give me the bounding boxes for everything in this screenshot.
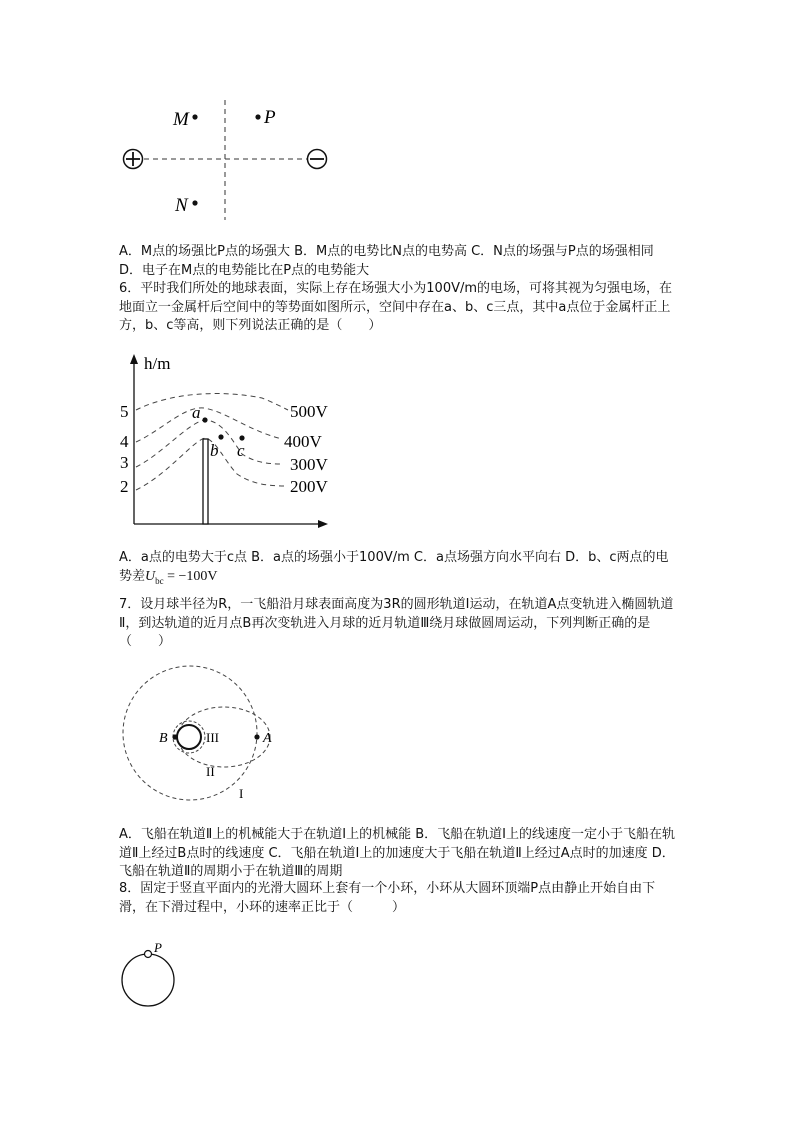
equipotential-500V — [136, 394, 288, 410]
q5-options: A．M点的场强比P点的场强大 B．M点的电势比N点的电势高 C．N点的场强与P点的场强相同 D．电子在M点的电势能比在P点的电势能大 — [119, 244, 654, 278]
label-II: II — [206, 764, 215, 779]
q6-stem: 6．平时我们所处的地球表面，实际上存在场强大小为100V/m的电场，可将其视为匀强电场，在地面立一金属杆后空间中的等势面如图所示，空间中存在a、b、c三点，其中a点位于金属杆正上方，b、c等高，则下列说法正确的是（ ） — [119, 281, 673, 333]
point-P-dot — [255, 114, 260, 119]
equipotential-300V — [136, 420, 282, 467]
label-P-ring: P — [154, 940, 162, 955]
q8-stem: 8．固定于竖直平面内的光滑大圆环上套有一个小环，小环从大圆环顶端P点由静止开始自由下滑，在下滑过程中，小环的速率正比于（ ） — [119, 881, 656, 915]
q6-options — [119, 549, 675, 590]
label-N: N — [175, 195, 188, 216]
point-A-dot — [254, 734, 259, 739]
tick-5: 5 — [120, 402, 129, 421]
label-B: B — [159, 731, 168, 746]
ubc-formula: $U_{bc} = -100V$ — [145, 568, 218, 586]
label-c: c — [237, 441, 245, 460]
label-III: III — [206, 730, 219, 745]
point-c-dot — [239, 435, 244, 440]
point-B-dot — [172, 734, 177, 739]
label-I: I — [239, 786, 244, 801]
tick-4: 4 — [120, 432, 129, 451]
equipotential-figure — [112, 350, 337, 534]
label-200V: 200V — [290, 477, 328, 496]
label-P: P — [264, 107, 276, 128]
tick-3: 3 — [120, 453, 129, 472]
point-M-dot — [192, 114, 197, 119]
label-A: A — [263, 731, 272, 746]
label-400V: 400V — [284, 432, 322, 451]
charges-figure — [118, 96, 333, 228]
label-b: b — [210, 441, 219, 460]
point-b-dot — [218, 434, 223, 439]
label-500V: 500V — [290, 402, 328, 421]
q6-options-text: A．a点的电势大于c点 B．a点的场强小于100V/m C．a点场强方向水平向右 D．b、c两点的电势差 — [119, 550, 669, 584]
small-ring — [145, 951, 152, 958]
orbit-figure — [118, 653, 278, 817]
label-M: M — [173, 109, 189, 130]
label-300V: 300V — [290, 455, 328, 474]
point-a-dot — [202, 417, 207, 422]
equipotential-400V — [136, 408, 282, 442]
tick-2: 2 — [120, 477, 129, 496]
metal-rod — [203, 439, 208, 524]
axis-label-h: h/m — [144, 354, 171, 373]
ring-figure — [115, 938, 185, 1012]
large-ring — [122, 954, 174, 1006]
point-N-dot — [192, 200, 197, 205]
label-a: a — [192, 403, 201, 422]
q7-options: A．飞船在轨道Ⅱ上的机械能大于在轨道Ⅰ上的机械能 B．飞船在轨道Ⅰ上的线速度一定小于飞船在轨道Ⅱ上经过B点时的线速度 C．飞船在轨道Ⅰ上的加速度大于飞船在轨道Ⅱ上经过A点时的加速度 D．飞船在轨道Ⅱ的周期小于在轨道Ⅲ的周期 — [119, 827, 676, 879]
moon — [177, 725, 201, 749]
q7-stem: 7．设月球半径为R，一飞船沿月球表面高度为3R的圆形轨道Ⅰ运动，在轨道A点变轨进入椭圆轨道Ⅱ，到达轨道的近月点B再次变轨进入月球的近月轨道Ⅲ绕月球做圆周运动，下列判断正确的是（ ） — [119, 597, 674, 649]
